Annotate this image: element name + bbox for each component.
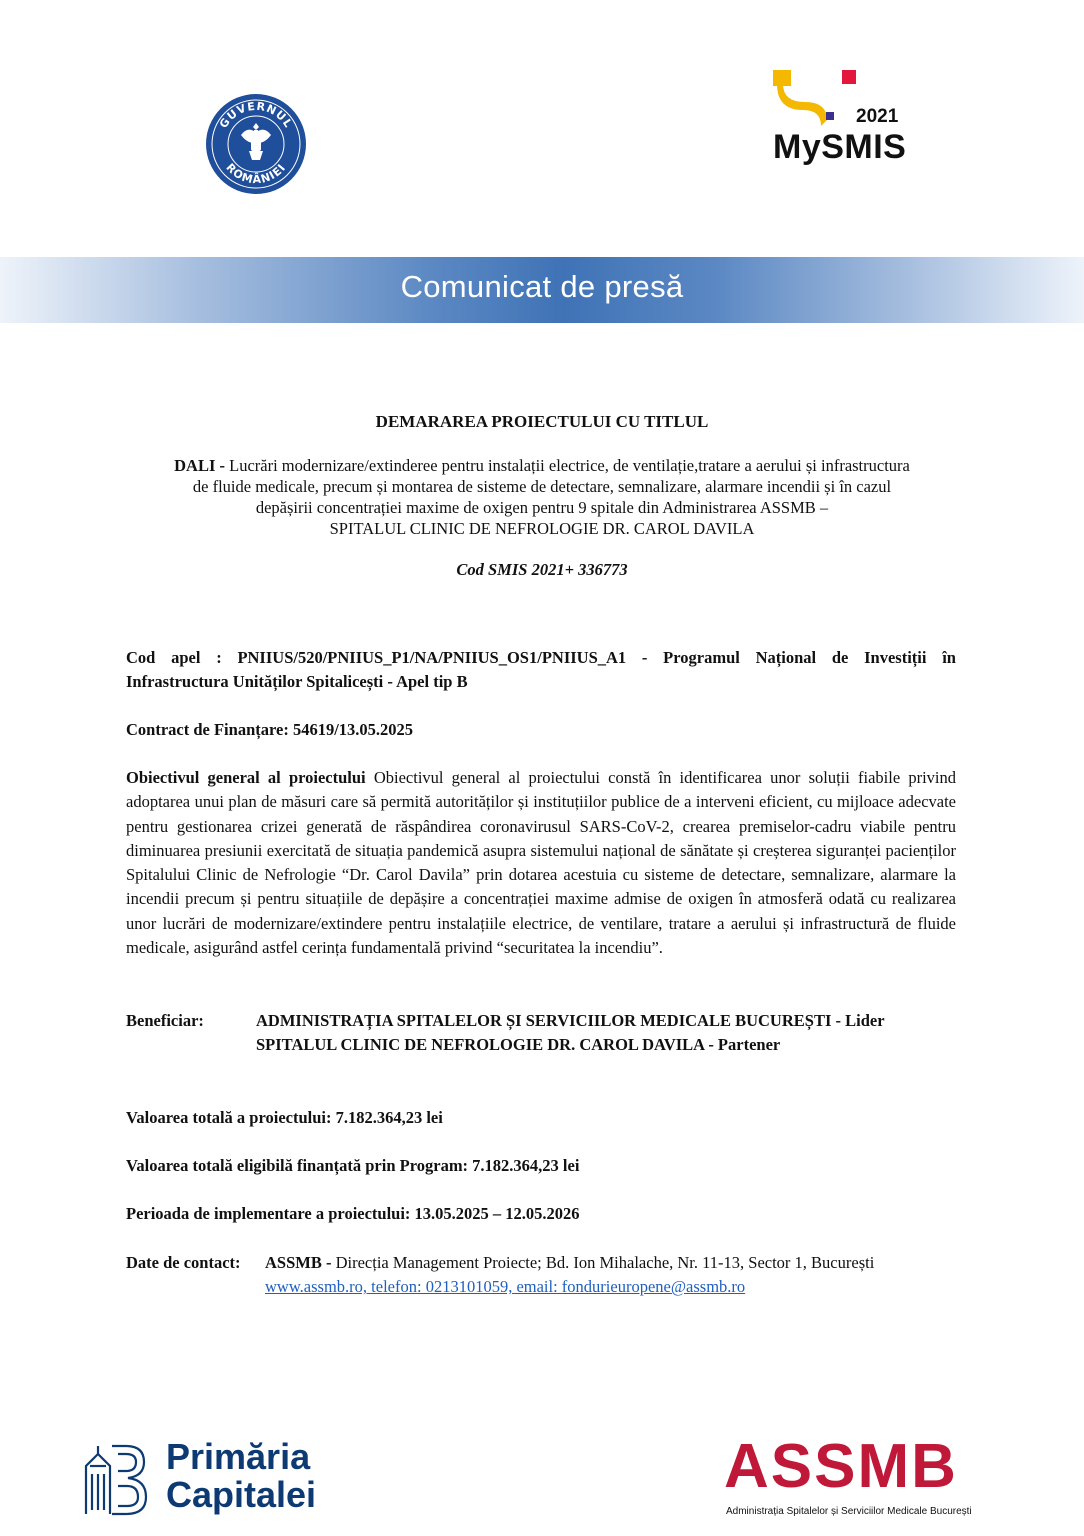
government-of-romania-logo [205,93,307,195]
primaria-line-2: Capitalei [166,1474,317,1515]
implementation-period: Perioada de implementare a proiectului: 13.05.2025 – 12.05.2026 [126,1204,580,1223]
call-code: Cod apel : PNIIUS/520/PNIIUS_P1/NA/PNIIUS_OS1/PNIIUS_A1 - Programul Național de Investiții în Infrastructura Unităților Spitalicești - Apel tip B [126,648,956,692]
primaria-name [166,1438,316,1514]
contact-values [265,1251,956,1300]
beneficiary-leader: ADMINISTRAȚIA SPITALELOR ȘI SERVICIILOR MEDICALE BUCUREȘTI - Lider [256,1011,885,1030]
financing-contract: Contract de Finanțare: 54619/13.05.2025 [126,720,414,739]
beneficiary-values [256,1009,956,1058]
eligible-financed-value: Valoarea totală eligibilă finanțată prin Program: 7.182.364,23 lei [126,1156,580,1175]
mysmis-year: 2021 [856,106,899,127]
smis-code: Cod SMIS 2021+ 336773 [456,560,628,579]
project-title-prefix: DALI - [174,456,230,475]
government-seal-icon [205,93,307,195]
objective-label: Obiectivul general al proiectului [126,768,366,787]
primaria-capitalei-logo [82,1436,372,1520]
banner-title: Comunicat de presă [400,269,684,304]
primaria-building-icon [82,1440,148,1520]
assmb-subtitle: Administrația Spitalelor și Serviciilor Medicale București [726,1506,972,1517]
contact-org: ASSMB - [265,1253,336,1272]
objective-text: Obiectivul general al proiectului constă în identificarea unor soluții fiabile privind adoptarea unui plan de măsuri care să permită autorităților și instituțiilor publice de a interveni eficient, cu mijloace adecvate pentru gestionarea crizei generată de răspândirea coronavirusul SARS-CoV-2, crearea premiselor-cadru viabile pentru diminuarea presiunii exercitată de situația pandemică asupra sistemului național de sănătate și creșterea siguranței pacienților Spitalului Clinic de Nefrologie “Dr. Carol Davila” prin dotarea acestuia cu sisteme de detectare, semnalizare, alarmare la incendii precum și pentru situațiile de depășire a concentrației maxime admise de oxigen în atmosferă odată cu realizarea unor lucrări de modernizare/extindere pentru instalațiile electrice, de ventilare, tratare a aerului și infrastructură de fluide medicale, asigurând astfel cerința fundamentală privind “securitatea la incendiu”. [126,768,956,958]
total-project-value: Valoarea totală a proiectului: 7.182.364,23 lei [126,1108,443,1127]
project-title-line [120,455,964,476]
project-heading: DEMARAREA PROIECTULUI CU TITLUL [375,412,709,431]
beneficiary-partner: SPITALUL CLINIC DE NEFROLOGIE DR. CAROL DAVILA - Partener [256,1035,781,1055]
mysmis-2021-logo [770,68,920,168]
contact-links[interactable]: www.assmb.ro, telefon: 0213101059, email: fondurieuropene@assmb.ro [265,1277,746,1297]
project-title-line-4: SPITALUL CLINIC DE NEFROLOGIE DR. CAROL DAVILA [329,519,755,538]
project-title-line-1: Lucrări modernizare/extinderee pentru instalații electrice, de ventilație,tratare a aerului și infrastructura [229,456,910,475]
press-release-banner [0,257,1084,323]
contact-address: Direcția Management Proiecte; Bd. Ion Mihalache, Nr. 11-13, Sector 1, București [335,1253,875,1272]
primaria-line-1: Primăria [166,1436,311,1477]
project-title-line-3: depășirii concentrației maxime de oxigen pentru 9 spitale din Administrarea ASSMB – [255,498,829,517]
project-title [120,455,964,539]
assmb-name: ASSMB [724,1432,958,1501]
general-objective [126,766,956,960]
mysmis-name: MySMIS [773,128,907,166]
contact-address-line [265,1251,956,1275]
project-title-line-2: de fluide medicale, precum și montarea de sisteme de detectare, semnalizare, alarmare incendii și în cazul [192,477,892,496]
beneficiary-label: Beneficiar: [126,1011,204,1030]
assmb-logo [724,1432,1024,1520]
seal-text-bottom: ROMÂNIEI [223,160,289,187]
seal-text-top: GUVERNUL [216,99,296,131]
contact-label: Date de contact: [126,1253,241,1272]
